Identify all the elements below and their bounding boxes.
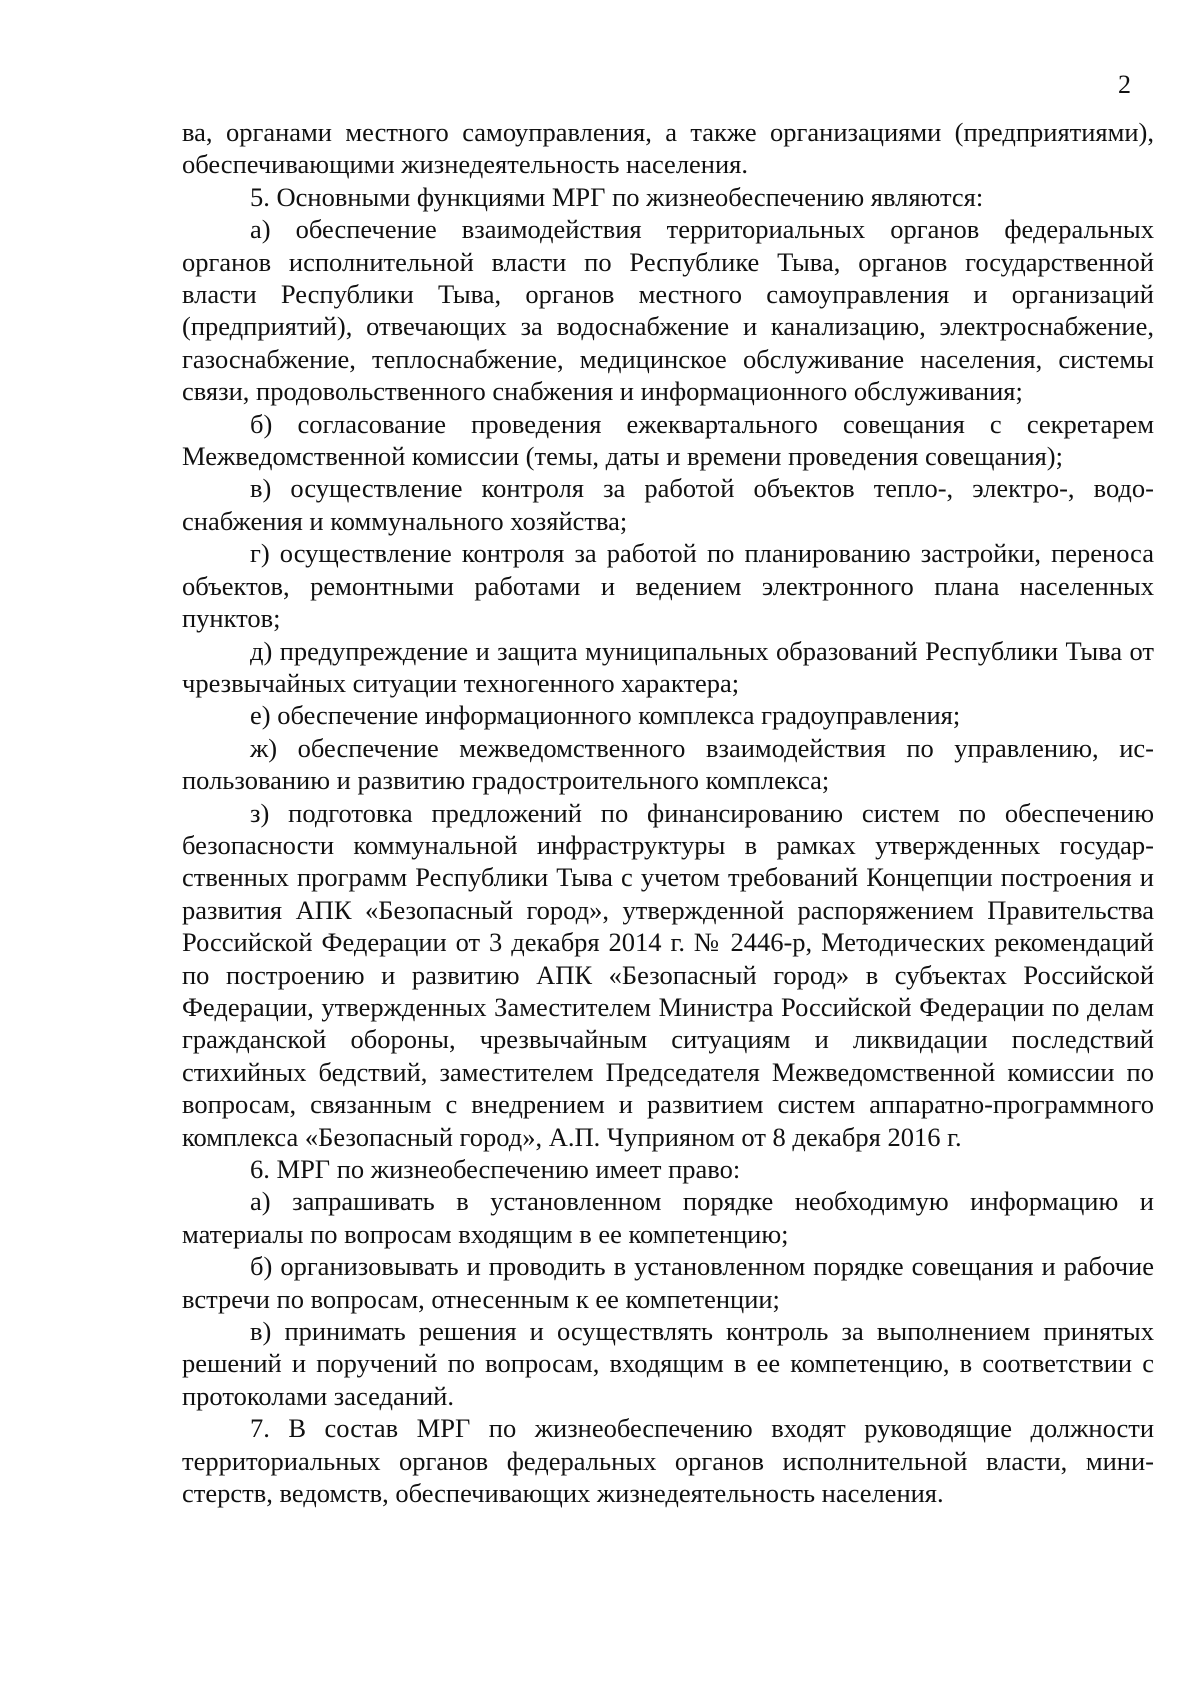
document-body <box>182 116 1154 1509</box>
paragraph-item-b: б) согласование проведения ежеквартального совещания с секретарем Межведомственной комиссии (темы, даты и времени проведения совещания); <box>182 408 1154 472</box>
paragraph-section-5: 5. Основными функциями МРГ по жизнеобеспечению являются: <box>250 181 984 212</box>
paragraph-item-g: г) осуществление контроля за работой по планированию застройки, переноса объектов, ремонтными работами и ведением электронного плана населенных пунктов; <box>182 538 1154 634</box>
paragraph-item-d: д) предупреждение и защита муниципальных образований Республики Тыва от чрезвычайных ситуации техногенного характера; <box>182 635 1154 698</box>
paragraph-item-zh: ж) обеспечение межведомственного взаимодействия по управлению, использованию и развитию градостроительного комплекса; <box>182 732 1154 796</box>
paragraph-item-z: з) подготовка предложений по финансированию систем по обеспечению безопасности коммунальной инфраструктуры в рамках утвержденных государственных программ Республики Тыва с учетом требований Концепции построения и развития АПК «Безопасный город», утвержденной распоряжением Правительства Российской Федерации от 3 декабря 2014 г. № 2446-р, Методических рекомендаций по построению и развитию АПК «Безопасный город» в субъектах Российской Федерации, утвержденных Заместителем Министра Российской Федерации по делам гражданской обороны, чрезвычайным ситуациям и ликвидации последствий стихийных бедствий, заместителем Председателя Межведомственной комиссии по вопросам, связанным с внедрением и развитием систем аппаратно-программного комплекса «Безопасный город», А.П. Чуприяном от 8 декабря 2016 г. <box>182 797 1154 1152</box>
page-number: 2 <box>1118 70 1131 99</box>
paragraph-rights-v: в) принимать решения и осуществлять контроль за выполнением принятых решений и поручений по вопросам, входящим в ее компетенцию, в соответствии с протоколами заседаний. <box>182 1316 1154 1411</box>
paragraph-item-v: в) осуществление контроля за работой объектов тепло-, электро-, водоснабжения и коммунального хозяйства; <box>182 473 1154 536</box>
paragraph-rights-b: б) организовывать и проводить в установленном порядке совещания и рабочие встречи по вопросам, отнесенным к ее компетенции; <box>182 1251 1154 1314</box>
paragraph-rights-a: а) запрашивать в установленном порядке необходимую информацию и материалы по вопросам входящим в ее компетенцию; <box>182 1186 1154 1249</box>
paragraph-item-a: а) обеспечение взаимодействия территориальных органов федеральных органов исполнительной власти по Республике Тыва, органов государственной власти Республики Тыва, органов местного самоуправления и организаций (предприятий), отвечающих за водоснабжение и канализацию, электроснабжение, газоснабжение, теплоснабжение, медицинское обслуживание населения, системы связи, продовольственного снабжения и информационного обслуживания; <box>182 214 1154 407</box>
paragraph-item-e: е) обеспечение информационного комплекса градоуправления; <box>250 700 961 731</box>
paragraph-section-7: 7. В состав МРГ по жизнеобеспечению входят руководящие должности территориальных органов федеральных органов исполнительной власти, министерств, ведомств, обеспечивающих жизнедеятельность населения. <box>182 1413 1154 1509</box>
paragraph-continuation: ва, органами местного самоуправления, а также организациями (предприятиями), обеспечивающими жизнедеятельность населения. <box>182 117 1154 180</box>
paragraph-section-6: 6. МРГ по жизнеобеспечению имеет право: <box>250 1154 741 1184</box>
